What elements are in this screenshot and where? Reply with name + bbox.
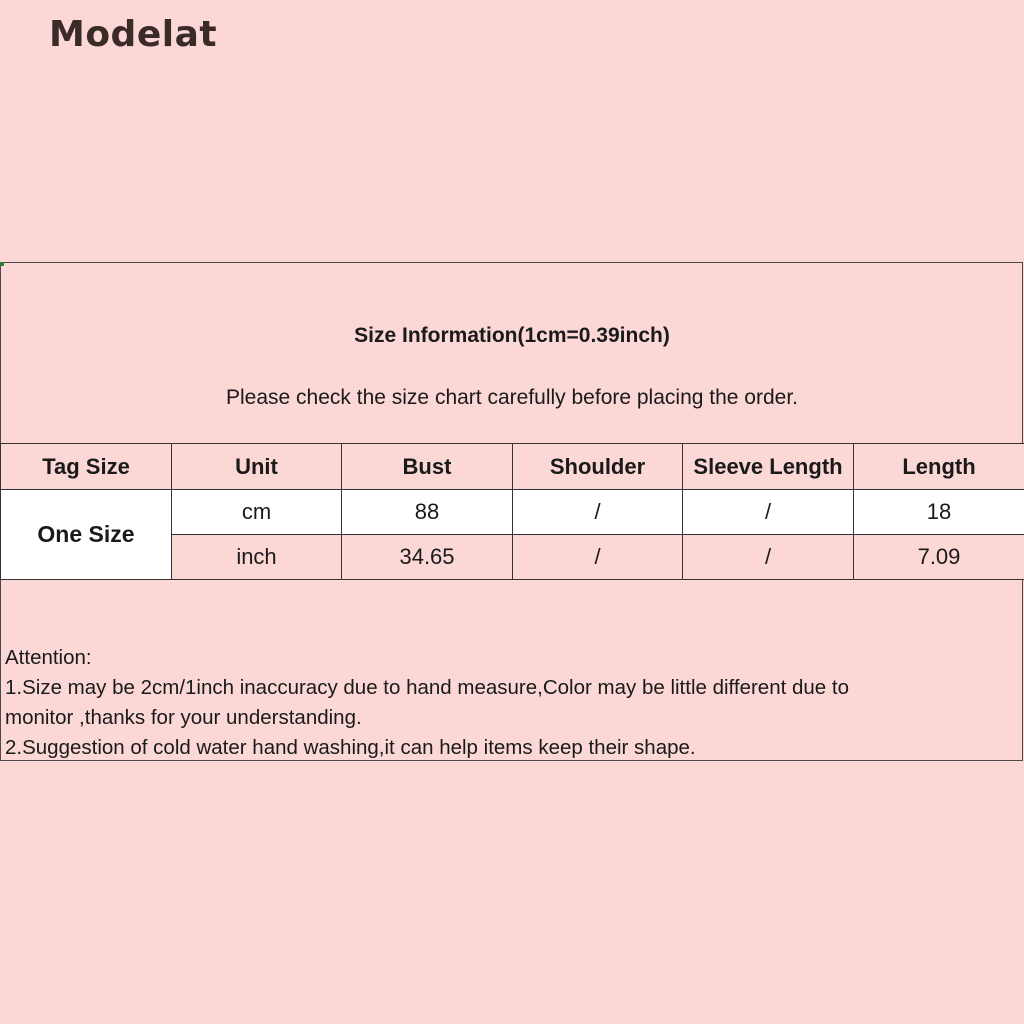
bust-cell: 88 [342, 490, 513, 535]
header-unit: Unit [172, 444, 342, 490]
table-row [1, 490, 1024, 535]
tag-size-cell: One Size [1, 490, 172, 580]
header-sleeve-length: Sleeve Length [683, 444, 854, 490]
shoulder-cell: / [513, 535, 683, 580]
unit-cell: cm [172, 490, 342, 535]
cell-corner-marker [0, 262, 4, 266]
attention-line-1: 1.Size may be 2cm/1inch inaccuracy due to hand measure,Color may be little different due to [5, 676, 849, 699]
table-header-row [1, 444, 1024, 490]
header-length: Length [854, 444, 1024, 490]
brand-logo-text: Modelat [49, 14, 218, 55]
attention-heading: Attention: [5, 646, 92, 669]
length-cell: 7.09 [854, 535, 1024, 580]
sleeve-length-cell: / [683, 535, 854, 580]
sleeve-length-cell: / [683, 490, 854, 535]
size-info-subtitle: Please check the size chart carefully before placing the order. [226, 386, 798, 409]
attention-line-2: monitor ,thanks for your understanding. [5, 706, 362, 729]
header-bust: Bust [342, 444, 513, 490]
size-table [0, 443, 1024, 580]
size-info-title: Size Information(1cm=0.39inch) [354, 324, 670, 347]
shoulder-cell: / [513, 490, 683, 535]
unit-cell: inch [172, 535, 342, 580]
header-tag-size: Tag Size [1, 444, 172, 490]
attention-notes [5, 643, 1015, 763]
length-cell: 18 [854, 490, 1024, 535]
attention-line-3: 2.Suggestion of cold water hand washing,it can help items keep their shape. [5, 736, 696, 759]
bust-cell: 34.65 [342, 535, 513, 580]
header-shoulder: Shoulder [513, 444, 683, 490]
